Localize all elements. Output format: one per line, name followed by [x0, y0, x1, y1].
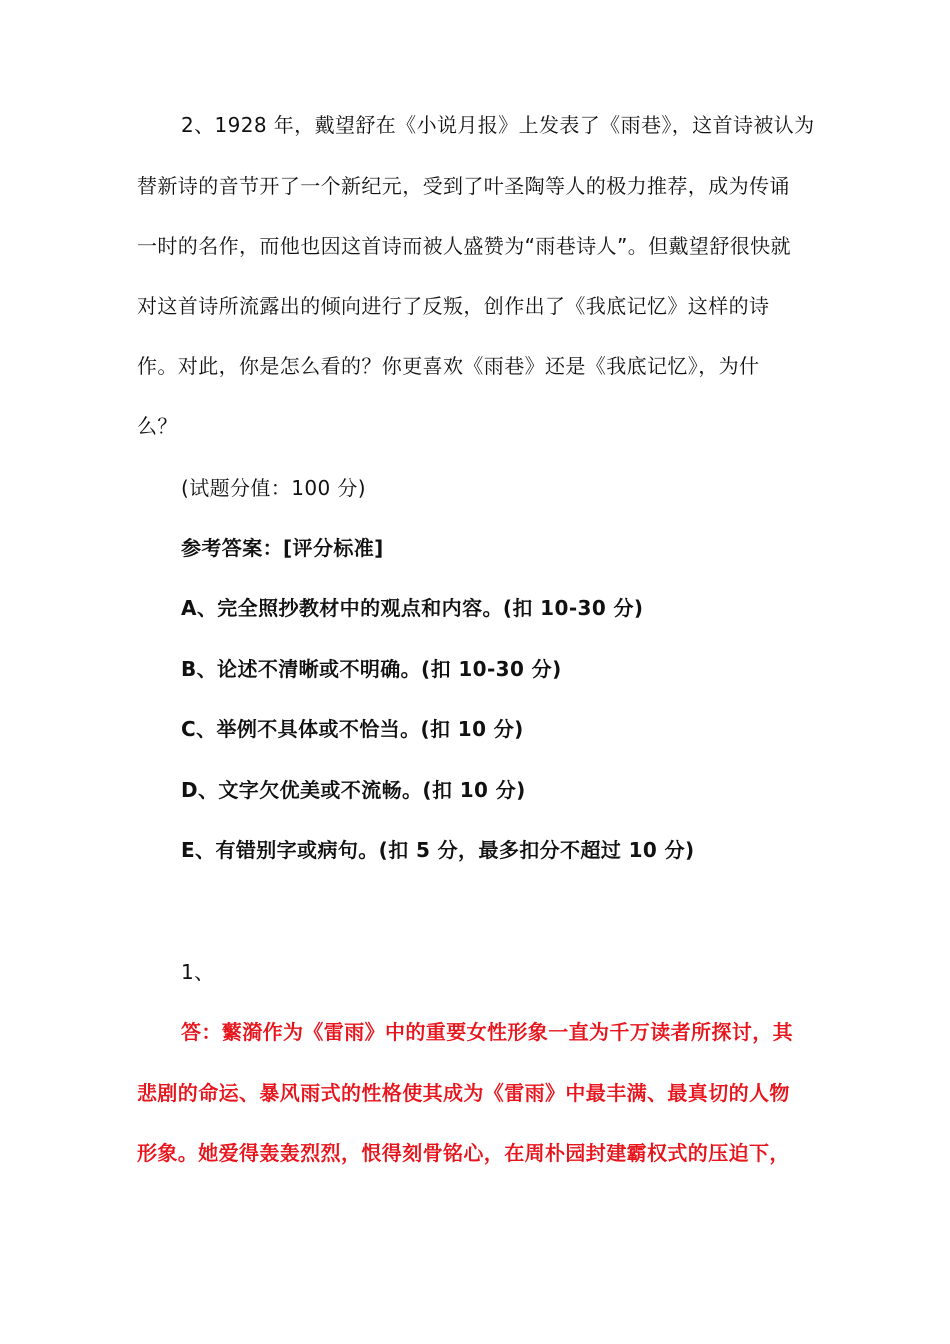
question2-score: (试题分值：100 分) [181, 476, 366, 500]
criterion-a: A、完全照抄教材中的观点和内容。(扣 10-30 分) [181, 596, 644, 620]
criterion-c: C、举例不具体或不恰当。(扣 10 分) [181, 717, 524, 741]
criterion-e: E、有错别字或病句。(扣 5 分，最多扣分不超过 10 分) [181, 838, 695, 862]
question2-line-5: 作。对此，你是怎么看的？你更喜欢《雨巷》还是《我底记忆》，为什 [137, 354, 760, 378]
question2-line-1: 2、1928 年，戴望舒在《小说月报》上发表了《雨巷》，这首诗被认为 [181, 113, 815, 137]
criterion-d: D、文字欠优美或不流畅。(扣 10 分) [181, 778, 526, 802]
criterion-b: B、论述不清晰或不明确。(扣 10-30 分) [181, 657, 562, 681]
answer-line-2: 悲剧的命运、暴风雨式的性格使其成为《雷雨》中最丰满、最真切的人物 [137, 1081, 790, 1105]
question2-line-2: 替新诗的音节开了一个新纪元，受到了叶圣陶等人的极力推荐，成为传诵 [137, 174, 790, 198]
question2-line-4: 对这首诗所流露出的倾向进行了反叛，创作出了《我底记忆》这样的诗 [137, 294, 770, 318]
answer-line-1: 答：蘩漪作为《雷雨》中的重要女性形象一直为千万读者所探讨，其 [181, 1020, 793, 1044]
question2-line-6: 么？ [137, 414, 178, 438]
question2-line-3: 一时的名作，而他也因这首诗而被人盛赞为“雨巷诗人”。但戴望舒很快就 [137, 234, 791, 258]
question1-number: 1、 [181, 960, 215, 984]
reference-answer-heading: 参考答案：[评分标准] [181, 536, 384, 560]
answer-line-3: 形象。她爱得轰轰烈烈，恨得刻骨铭心，在周朴园封建霸权式的压迫下， [137, 1141, 790, 1165]
